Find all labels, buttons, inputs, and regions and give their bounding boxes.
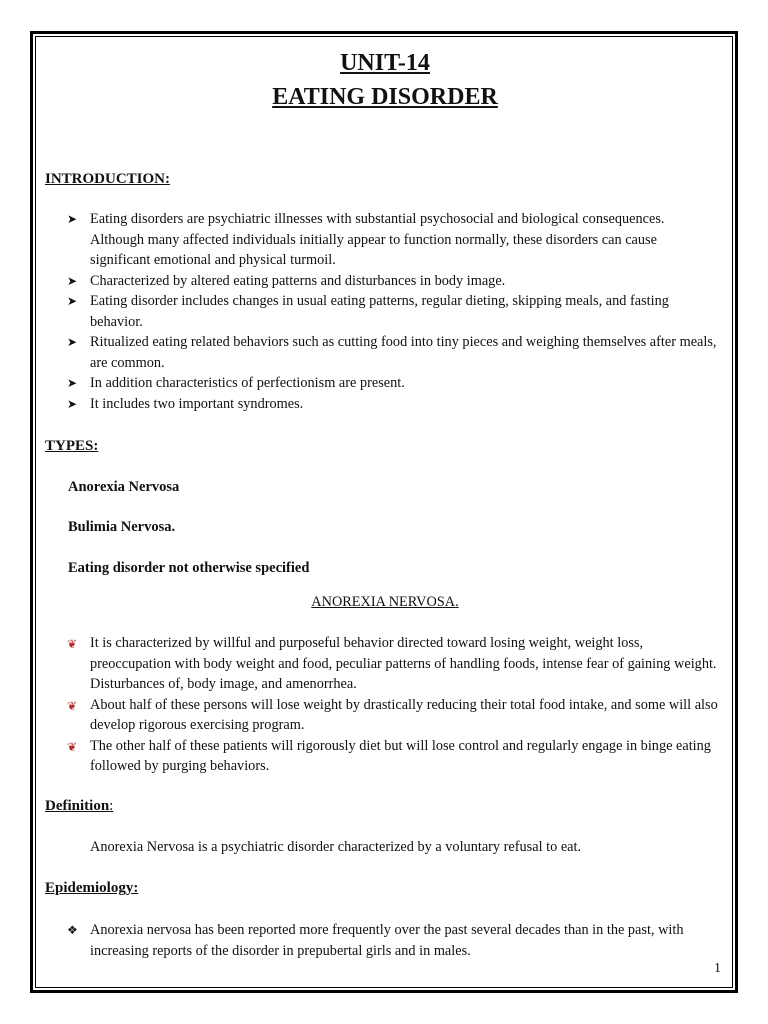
leaf-bullet-icon: ❦ — [67, 739, 78, 754]
epidemiology-heading: Epidemiology: — [45, 880, 139, 896]
list-item: ➤ It includes two important syndromes. — [45, 394, 720, 415]
type-ednos: Eating disorder not otherwise specified — [68, 560, 310, 576]
definition-text: Anorexia Nervosa is a psychiatric disorder characterized by a voluntary refusal to eat. — [90, 839, 582, 855]
epidemiology-list — [45, 920, 720, 961]
anorexia-list — [45, 633, 720, 777]
leaf-bullet-icon: ❦ — [67, 698, 78, 713]
list-item: ➤ In addition characteristics of perfectionism are present. — [45, 373, 720, 394]
anorexia-heading: ANOREXIA NERVOSA. — [311, 594, 459, 610]
list-item: ➤ Characterized by altered eating patterns and disturbances in body image. — [45, 271, 720, 292]
list-item: ❦ It is characterized by willful and purposeful behavior directed toward losing weight, weight loss, preoccupation with body weight and food, peculiar patterns of handling foods, intense fear of gaining weight. Disturbances of, body image, and amenorrhea. — [67, 635, 717, 692]
list-item: ➤ Eating disorder includes changes in usual eating patterns, regular dieting, skipping meals, and fasting behavior. — [67, 293, 669, 330]
unit-title: UNIT-14 — [340, 50, 430, 76]
list-item: ❦ The other half of these patients will rigorously diet but will lose control and regularly engage in binge eating followed by purging behaviors. — [67, 737, 711, 774]
introduction-list — [45, 209, 720, 414]
arrow-bullet-icon: ➤ — [67, 212, 78, 226]
type-anorexia: Anorexia Nervosa — [68, 479, 180, 495]
definition-heading: Definition: — [45, 798, 114, 814]
introduction-heading: INTRODUCTION: — [45, 171, 171, 187]
types-heading: TYPES: — [45, 438, 99, 454]
page-number: 1 — [714, 961, 721, 976]
list-item: ❦ About half of these persons will lose weight by drastically reducing their total food intake, and some will also develop rigorous exercising program. — [67, 696, 718, 733]
list-item: ➤ Eating disorders are psychiatric illnesses with substantial psychosocial and biological consequences. Although many affected individuals initially appear to function normally, these disorders can cause significant emotional and physical turmoil. — [67, 211, 665, 268]
arrow-bullet-icon: ➤ — [67, 335, 78, 349]
list-item: ➤ Ritualized eating related behaviors such as cutting food into tiny pieces and weighing themselves after meals, are common. — [67, 334, 717, 371]
list-item: ❖ Anorexia nervosa has been reported more frequently over the past several decades than in the past, with increasing reports of the disorder in prepubertal girls and in males. — [67, 922, 684, 959]
arrow-bullet-icon: ➤ — [67, 294, 78, 308]
leaf-bullet-icon: ❦ — [67, 637, 78, 651]
type-bulimia: Bulimia Nervosa. — [68, 519, 176, 535]
diamond-bullet-icon: ❖ — [67, 923, 78, 937]
arrow-bullet-icon: ➤ — [67, 396, 78, 411]
page-title: EATING DISORDER — [272, 84, 498, 110]
arrow-bullet-icon: ➤ — [67, 273, 78, 288]
arrow-bullet-icon: ➤ — [67, 376, 78, 390]
